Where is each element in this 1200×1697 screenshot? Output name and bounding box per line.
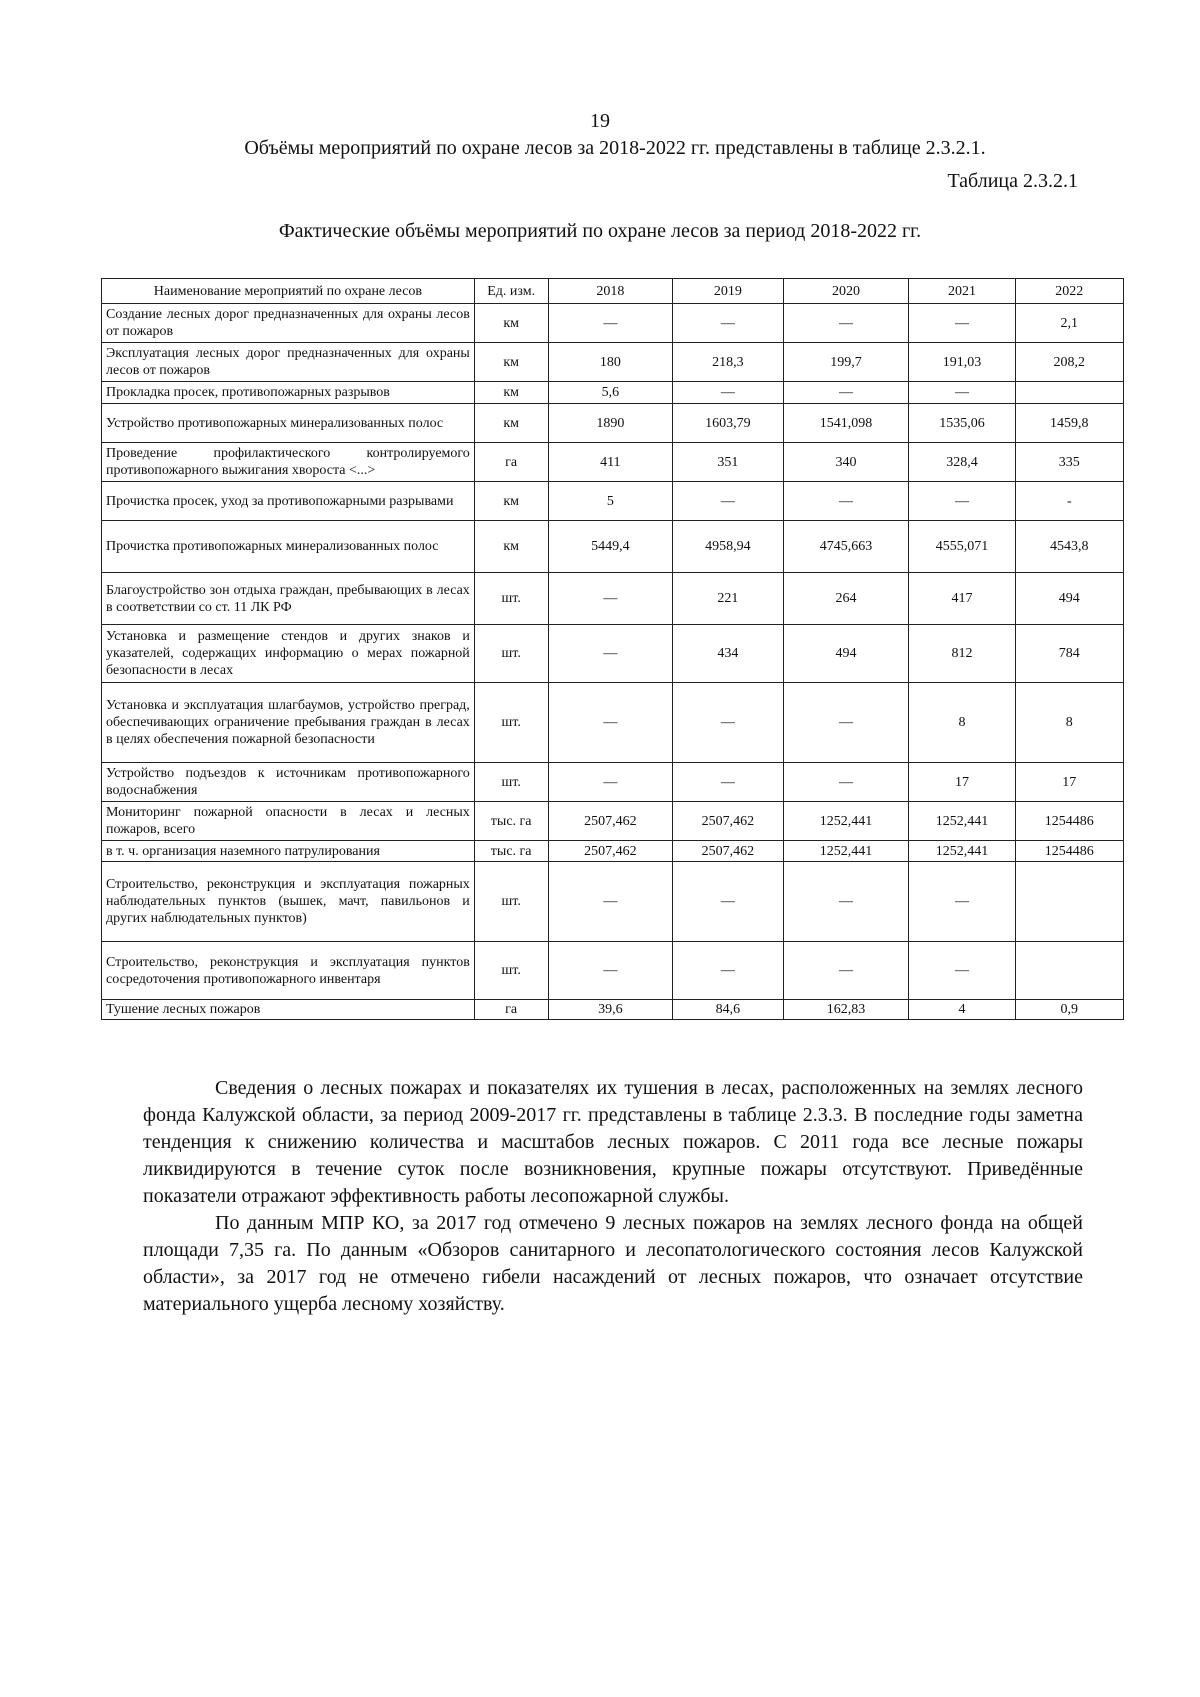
intro-text: Объёмы мероприятий по охране лесов за 2018-2022 гг. представлены в таблице 2.3.2.1. (244, 137, 986, 159)
measure-unit: км (474, 482, 548, 521)
value-cell: 784 (1015, 625, 1123, 683)
value-cell: — (548, 763, 673, 802)
value-cell: — (909, 304, 1015, 343)
measure-name: Создание лесных дорог предназначенных для охраны лесов от пожаров (102, 304, 475, 343)
table-header-row (102, 279, 1124, 304)
table-row (102, 841, 1124, 862)
value-cell: — (909, 942, 1015, 1000)
value-cell: 335 (1015, 443, 1123, 482)
measure-unit: тыс. га (474, 841, 548, 862)
value-cell: 180 (548, 343, 673, 382)
value-cell: 1254486 (1015, 841, 1123, 862)
measure-unit: га (474, 1000, 548, 1020)
value-cell: 4 (909, 1000, 1015, 1020)
value-cell: 2507,462 (548, 841, 673, 862)
value-cell: 1252,441 (783, 841, 909, 862)
value-cell: 2,1 (1015, 304, 1123, 343)
value-cell: 411 (548, 443, 673, 482)
value-cell: 351 (673, 443, 784, 482)
value-cell: 0,9 (1015, 1000, 1123, 1020)
value-cell: — (548, 862, 673, 942)
measure-name: Устройство подъездов к источникам противопожарного водоснабжения (102, 763, 475, 802)
table-row (102, 1000, 1124, 1020)
measure-unit: км (474, 343, 548, 382)
table-row (102, 343, 1124, 382)
measure-unit: га (474, 443, 548, 482)
table-row (102, 862, 1124, 942)
value-cell: — (783, 683, 909, 763)
value-cell: 2507,462 (673, 841, 784, 862)
value-cell: 162,83 (783, 1000, 909, 1020)
value-cell: 1535,06 (909, 404, 1015, 443)
value-cell: 4958,94 (673, 521, 784, 573)
measure-unit: км (474, 404, 548, 443)
value-cell: 494 (1015, 573, 1123, 625)
value-cell: 4555,071 (909, 521, 1015, 573)
table-number: Таблица 2.3.2.1 (947, 170, 1078, 192)
column-header: 2021 (909, 279, 1015, 304)
value-cell: 84,6 (673, 1000, 784, 1020)
value-cell: — (673, 763, 784, 802)
value-cell: 328,4 (909, 443, 1015, 482)
value-cell: 17 (909, 763, 1015, 802)
value-cell: 434 (673, 625, 784, 683)
measure-unit: шт. (474, 942, 548, 1000)
value-cell: 494 (783, 625, 909, 683)
value-cell: 2507,462 (548, 802, 673, 841)
page-number: 19 (590, 110, 610, 132)
table-row (102, 625, 1124, 683)
measure-name: Прочистка противопожарных минерализованных полос (102, 521, 475, 573)
value-cell: 8 (909, 683, 1015, 763)
value-cell (1015, 382, 1123, 404)
value-cell: 1459,8 (1015, 404, 1123, 443)
value-cell: 417 (909, 573, 1015, 625)
value-cell: 191,03 (909, 343, 1015, 382)
value-cell: 2507,462 (673, 802, 784, 841)
measure-unit: км (474, 382, 548, 404)
value-cell: — (548, 942, 673, 1000)
value-cell: — (909, 862, 1015, 942)
value-cell: — (673, 382, 784, 404)
value-cell (1015, 862, 1123, 942)
value-cell: 812 (909, 625, 1015, 683)
measure-name: Установка и эксплуатация шлагбаумов, устройство преград, обеспечивающих ограничение пребывания граждан в лесах в целях обеспечения пожарной безопасности (102, 683, 475, 763)
value-cell: 1603,79 (673, 404, 784, 443)
column-header: 2019 (673, 279, 784, 304)
value-cell: — (909, 482, 1015, 521)
value-cell: — (783, 482, 909, 521)
table-row (102, 404, 1124, 443)
value-cell: 340 (783, 443, 909, 482)
value-cell: — (548, 625, 673, 683)
measures-table (101, 278, 1124, 1020)
value-cell: — (548, 683, 673, 763)
table-row (102, 382, 1124, 404)
value-cell: 1890 (548, 404, 673, 443)
value-cell: — (783, 862, 909, 942)
value-cell: 1252,441 (909, 802, 1015, 841)
column-header: 2018 (548, 279, 673, 304)
paragraph: По данным МПР КО, за 2017 год отмечено 9 лесных пожаров на землях лесного фонда на общей площади 7,35 га. По данным «Обзоров санитарного и лесопатологического состояния лесов Калужской области», за 2017 год не отмечено гибели насаждений от лесных пожаров, что означает отсутствие материального ущерба лесному хозяйству. (143, 1212, 1083, 1315)
measure-unit: км (474, 521, 548, 573)
measure-name: Благоустройство зон отдыха граждан, пребывающих в лесах в соответствии со ст. 11 ЛК РФ (102, 573, 475, 625)
measure-name: Прочистка просек, уход за противопожарными разрывами (102, 482, 475, 521)
value-cell: 17 (1015, 763, 1123, 802)
table-row (102, 521, 1124, 573)
value-cell: 5,6 (548, 382, 673, 404)
table-row (102, 763, 1124, 802)
measure-name: в т. ч. организация наземного патрулирования (102, 841, 475, 862)
value-cell: 39,6 (548, 1000, 673, 1020)
measure-unit: шт. (474, 625, 548, 683)
value-cell: 199,7 (783, 343, 909, 382)
table-row (102, 304, 1124, 343)
measure-name: Проведение профилактического контролируемого противопожарного выжигания хвороста <...> (102, 443, 475, 482)
column-header: Наименование мероприятий по охране лесов (102, 279, 475, 304)
table-row (102, 942, 1124, 1000)
column-header: Ед. изм. (474, 279, 548, 304)
value-cell: 1252,441 (909, 841, 1015, 862)
value-cell: — (548, 573, 673, 625)
value-cell: — (783, 942, 909, 1000)
column-header: 2020 (783, 279, 909, 304)
table-title: Фактические объёмы мероприятий по охране лесов за период 2018-2022 гг. (278, 220, 922, 242)
measure-name: Строительство, реконструкция и эксплуатация пунктов сосредоточения противопожарного инвентаря (102, 942, 475, 1000)
value-cell: - (1015, 482, 1123, 521)
measure-name: Установка и размещение стендов и других знаков и указателей, содержащих информацию о мерах пожарной безопасности в лесах (102, 625, 475, 683)
measure-unit: шт. (474, 683, 548, 763)
value-cell: 208,2 (1015, 343, 1123, 382)
measure-unit: шт. (474, 763, 548, 802)
value-cell: 5449,4 (548, 521, 673, 573)
measure-unit: км (474, 304, 548, 343)
measure-name: Устройство противопожарных минерализованных полос (102, 404, 475, 443)
measure-name: Прокладка просек, противопожарных разрывов (102, 382, 475, 404)
table-row (102, 573, 1124, 625)
table-row (102, 482, 1124, 521)
value-cell: 4543,8 (1015, 521, 1123, 573)
column-header: 2022 (1015, 279, 1123, 304)
value-cell: — (673, 482, 784, 521)
value-cell: — (783, 763, 909, 802)
measure-name: Строительство, реконструкция и эксплуатация пожарных наблюдательных пунктов (вышек, мачт, павильонов и других наблюдательных пунктов) (102, 862, 475, 942)
value-cell: — (548, 304, 673, 343)
value-cell: 1541,098 (783, 404, 909, 443)
value-cell: 218,3 (673, 343, 784, 382)
measure-name: Тушение лесных пожаров (102, 1000, 475, 1020)
value-cell: 1252,441 (783, 802, 909, 841)
table-row (102, 443, 1124, 482)
table-row (102, 683, 1124, 763)
value-cell: — (783, 382, 909, 404)
value-cell: 5 (548, 482, 673, 521)
measure-unit: шт. (474, 862, 548, 942)
measure-unit: шт. (474, 573, 548, 625)
value-cell: 4745,663 (783, 521, 909, 573)
value-cell: 264 (783, 573, 909, 625)
value-cell: — (783, 304, 909, 343)
value-cell: 1254486 (1015, 802, 1123, 841)
table-row (102, 802, 1124, 841)
value-cell: 221 (673, 573, 784, 625)
value-cell: — (909, 382, 1015, 404)
body-text (143, 1075, 1083, 1318)
value-cell: — (673, 304, 784, 343)
value-cell: — (673, 683, 784, 763)
value-cell (1015, 942, 1123, 1000)
value-cell: 8 (1015, 683, 1123, 763)
value-cell: — (673, 942, 784, 1000)
measure-name: Мониторинг пожарной опасности в лесах и лесных пожаров, всего (102, 802, 475, 841)
value-cell: — (673, 862, 784, 942)
measure-name: Эксплуатация лесных дорог предназначенных для охраны лесов от пожаров (102, 343, 475, 382)
paragraph: Сведения о лесных пожарах и показателях их тушения в лесах, расположенных на землях лесного фонда Калужской области, за период 2009-2017 гг. представлены в таблице 2.3.3. В последние годы заметна тенденция к снижению количества и масштабов лесных пожаров. С 2011 года все лесные пожары ликвидируются в течение суток после возникновения, крупные пожары отсутствуют. Приведённые показатели отражают эффективность работы лесопожарной службы. (143, 1077, 1083, 1207)
measure-unit: тыс. га (474, 802, 548, 841)
